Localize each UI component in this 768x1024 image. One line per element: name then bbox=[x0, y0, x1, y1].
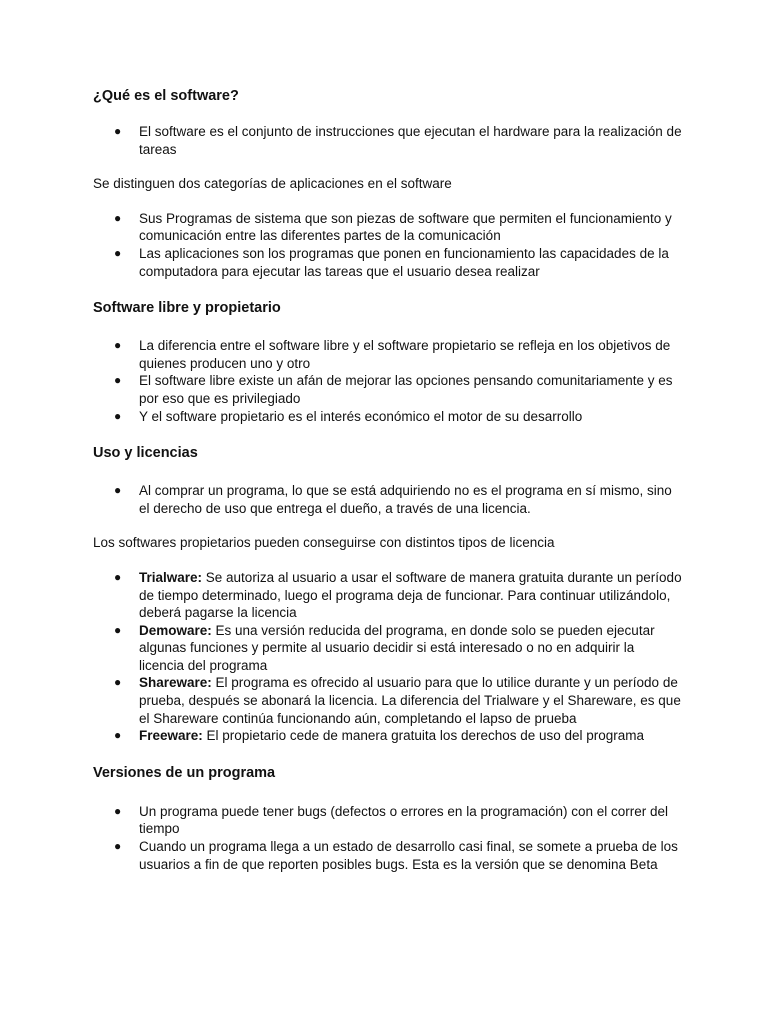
document-body bbox=[93, 86, 683, 873]
list-item: ● Sus Programas de sistema que son piezas de software que permiten el funcionamiento y comunicación entre las diferentes partes de la comunicación bbox=[114, 210, 672, 244]
bullet-icon: ● bbox=[114, 839, 122, 854]
license-list bbox=[93, 569, 683, 745]
list-item: ● El software libre existe un afán de mejorar las opciones pensando comunitariamente y es por eso que es privilegiado bbox=[114, 373, 673, 406]
term-label: Freeware: bbox=[139, 728, 203, 744]
list-item: ● La diferencia entre el software libre y el software propietario se refleja en los objetivos de quienes producen uno y otro bbox=[114, 338, 671, 371]
bullet-icon: ● bbox=[114, 338, 122, 353]
bullet-icon: ● bbox=[114, 245, 122, 260]
paragraph: Se distinguen dos categorías de aplicaciones en el software bbox=[93, 176, 452, 192]
list-item-trialware: ● Trialware: Se autoriza al usuario a usar el software de manera gratuita durante un período de tiempo determinado, luego el programa deja de funcionar. Para continuar utilizándolo, deberá pagarse la licencia bbox=[114, 569, 682, 621]
list-item-shareware: ● Shareware: El programa es ofrecido al usuario para que lo utilice durante y un período de prueba, después se abonará la licencia. La diferencia del Trialware y el Shareware, es que el Shareware continúa funcionando aún, completando el lapso de prueba bbox=[114, 675, 681, 726]
list-item: ● Y el software propietario es el interés económico el motor de su desarrollo bbox=[114, 408, 583, 424]
list-item-demoware: ● Demoware: Es una versión reducida del programa, en donde solo se pueden ejecutar algunas funciones y permite al usuario decidir si está interesado o no en adquirir la licencia del programa bbox=[114, 622, 655, 673]
list-item-freeware: ● Freeware: El propietario cede de manera gratuita los derechos de uso del programa bbox=[114, 728, 645, 744]
heading-software-libre: Software libre y propietario bbox=[93, 300, 281, 317]
bullet-icon: ● bbox=[114, 210, 122, 225]
heading-uso-y-licencias: Uso y licencias bbox=[93, 445, 198, 462]
bullet-list bbox=[93, 482, 683, 517]
list-item: ● Al comprar un programa, lo que se está adquiriendo no es el programa en sí mismo, sino el derecho de uso que entrega el dueño, a través de una licencia. bbox=[114, 483, 672, 516]
bullet-icon: ● bbox=[114, 728, 122, 743]
term-label: Demoware: bbox=[139, 622, 212, 638]
list-item: ● Un programa puede tener bugs (defectos o errores en la programación) con el correr del tiempo bbox=[114, 803, 669, 837]
bullet-icon: ● bbox=[114, 622, 122, 637]
bullet-icon: ● bbox=[114, 408, 122, 423]
bullet-icon: ● bbox=[114, 483, 122, 498]
term-label: Shareware: bbox=[139, 675, 212, 691]
bullet-list bbox=[93, 210, 683, 280]
paragraph: Los softwares propietarios pueden conseguirse con distintos tipos de licencia bbox=[93, 535, 555, 551]
heading-que-es-el-software: ¿Qué es el software? bbox=[93, 88, 239, 104]
heading-versiones: Versiones de un programa bbox=[93, 764, 276, 781]
bullet-icon: ● bbox=[114, 569, 122, 584]
bullet-list bbox=[93, 337, 683, 425]
list-item: ● El software es el conjunto de instrucciones que ejecutan el hardware para la realización de tareas bbox=[114, 124, 682, 157]
bullet-list bbox=[93, 123, 683, 158]
bullet-icon: ● bbox=[114, 803, 122, 818]
list-item: ● Cuando un programa llega a un estado de desarrollo casi final, se somete a prueba de los usuarios a fin de que reporten posibles bugs. Esta es la versión que se denomina Beta bbox=[114, 839, 678, 872]
term-label: Trialware: bbox=[139, 569, 203, 585]
bullet-icon: ● bbox=[114, 675, 122, 690]
bullet-list bbox=[93, 803, 683, 873]
list-item: ● Las aplicaciones son los programas que ponen en funcionamiento las capacidades de la computadora para ejecutar las tareas que el usuario desea realizar bbox=[114, 245, 669, 279]
bullet-icon: ● bbox=[114, 373, 122, 388]
bullet-icon: ● bbox=[114, 124, 122, 138]
